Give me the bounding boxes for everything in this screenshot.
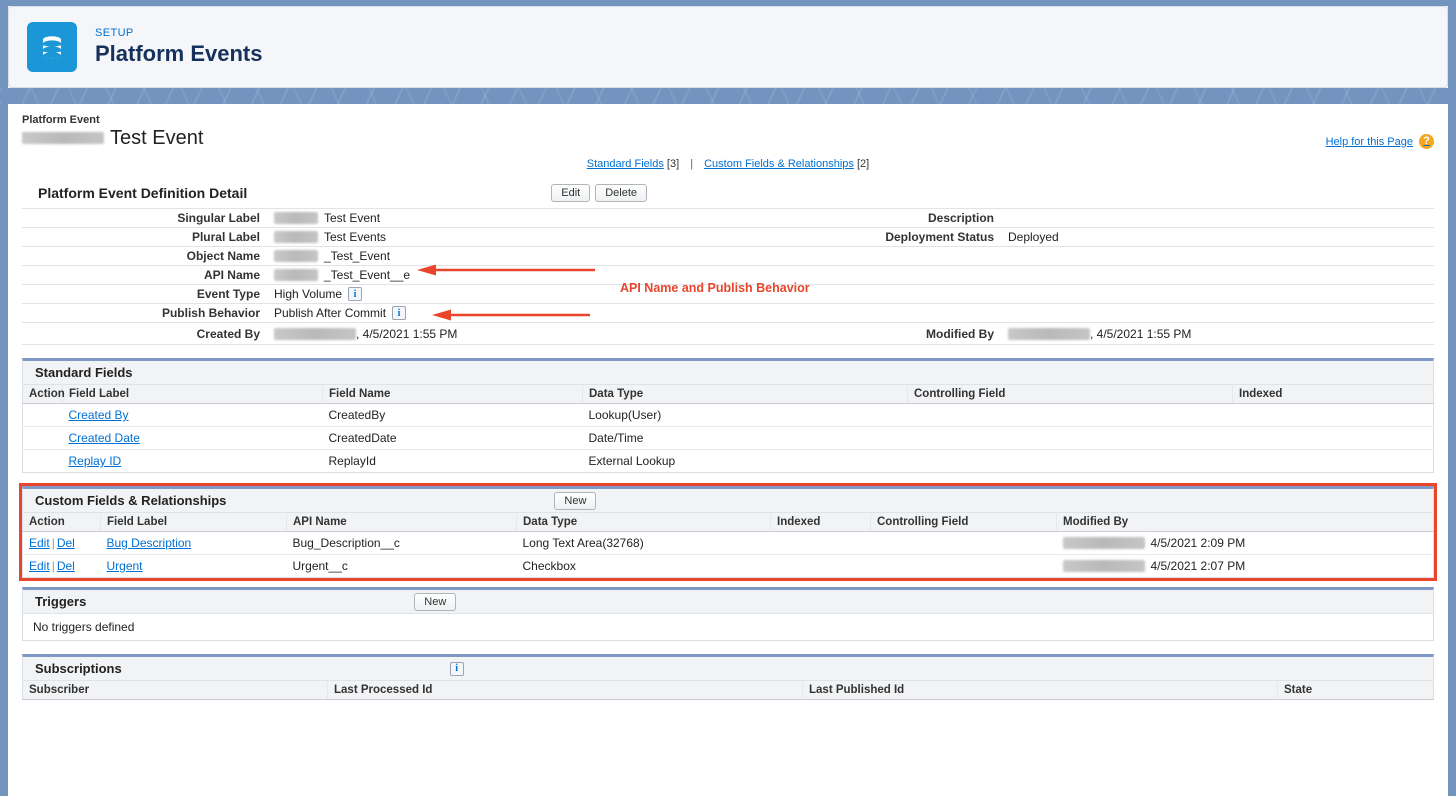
redacted-user xyxy=(1063,537,1145,549)
cell-field-label xyxy=(101,532,287,555)
detail-section-title: Platform Event Definition Detail xyxy=(38,185,248,201)
delete-link[interactable]: Del xyxy=(56,536,75,550)
field-value xyxy=(270,211,784,225)
subscriptions-section xyxy=(22,654,1434,700)
field-label-link[interactable]: Urgent xyxy=(106,559,143,573)
field-value-right: Deployed xyxy=(1008,230,1059,244)
field-label: Event Type xyxy=(196,287,260,301)
record-title xyxy=(22,127,1434,150)
column-header: Data Type xyxy=(517,513,771,532)
detail-section-header xyxy=(22,184,1434,202)
field-label: Singular Label xyxy=(177,211,260,225)
cell-controlling-field xyxy=(908,404,1233,427)
column-header: Action xyxy=(23,385,63,404)
info-icon[interactable]: i xyxy=(450,662,464,676)
column-header: API Name xyxy=(287,513,517,532)
table-header-row xyxy=(23,681,1434,700)
cell-api-name: Urgent__c xyxy=(292,559,348,573)
column-header: Field Label xyxy=(101,513,287,532)
field-value-text: , 4/5/2021 1:55 PM xyxy=(356,326,458,341)
field-label-right: Modified By xyxy=(926,326,994,341)
jump-link-custom-fields[interactable]: Custom Fields & Relationships xyxy=(704,158,854,170)
standard-fields-header xyxy=(22,358,1434,384)
cell-action xyxy=(23,427,63,450)
subscriptions-header xyxy=(22,654,1434,680)
redacted-user xyxy=(1063,560,1145,572)
redacted-value xyxy=(274,250,318,262)
field-label: Object Name xyxy=(186,249,260,263)
field-label-link[interactable]: Replay ID xyxy=(68,454,122,468)
field-label: Created By xyxy=(196,326,260,341)
subscriptions-table xyxy=(22,680,1434,700)
modified-by-wrap xyxy=(1063,559,1428,573)
field-value-text: _Test_Event xyxy=(324,249,391,263)
detail-row xyxy=(22,247,1434,266)
cell-indexed xyxy=(1233,427,1434,450)
database-icon xyxy=(27,22,77,72)
cell-indexed xyxy=(771,532,871,555)
column-header: Field Label xyxy=(63,385,323,404)
jump-links-separator: | xyxy=(690,158,694,170)
cell-indexed xyxy=(771,555,871,578)
cell-data-type: Long Text Area(32768) xyxy=(517,532,771,555)
field-value xyxy=(270,249,784,263)
table-row xyxy=(23,450,1434,473)
column-header: Data Type xyxy=(583,385,908,404)
cell-action: Edit | Del xyxy=(23,532,101,555)
cell-action: Edit | Del xyxy=(29,559,75,573)
detail-grid xyxy=(22,208,1434,345)
new-trigger-button[interactable]: New xyxy=(414,593,456,611)
custom-fields-table xyxy=(22,512,1434,578)
main-content xyxy=(8,104,1448,796)
field-label-right: Description xyxy=(927,211,994,225)
triggers-section xyxy=(22,587,1434,641)
table-row xyxy=(23,427,1434,450)
field-value-text: High Volume xyxy=(274,287,343,301)
delete-link[interactable]: Del xyxy=(56,559,75,573)
record-header xyxy=(22,114,1434,160)
detail-row xyxy=(22,323,1434,345)
column-header: Last Processed Id xyxy=(328,681,803,700)
column-header: Indexed xyxy=(1233,385,1434,404)
delete-button[interactable]: Delete xyxy=(595,184,647,202)
field-label: Plural Label xyxy=(191,230,260,244)
column-header: Action xyxy=(23,513,101,532)
triggers-header xyxy=(22,587,1434,613)
setup-header xyxy=(8,6,1448,88)
table-header-row xyxy=(23,513,1434,532)
new-custom-field-button[interactable]: New xyxy=(554,492,596,510)
field-value xyxy=(270,306,784,320)
cell-data-type: Checkbox xyxy=(522,559,576,573)
field-value xyxy=(270,230,784,244)
cell-indexed xyxy=(1233,404,1434,427)
detail-buttons xyxy=(551,184,647,202)
cell-controlling-field xyxy=(908,450,1233,473)
field-value xyxy=(270,268,784,282)
jump-link-custom-fields-count: [2] xyxy=(856,158,870,170)
custom-fields-header xyxy=(22,486,1434,512)
table-row xyxy=(23,555,1434,578)
question-mark-icon[interactable]: ? xyxy=(1419,134,1434,149)
cell-field-label xyxy=(101,555,287,578)
field-value-text: Test Events xyxy=(324,230,387,244)
field-value-text: Test Event xyxy=(324,211,381,225)
field-value-right-text: , 4/5/2021 1:55 PM xyxy=(1090,326,1192,341)
setup-titles xyxy=(95,27,263,67)
cell-data-type: Lookup(User) xyxy=(583,404,908,427)
custom-fields-section xyxy=(22,486,1434,578)
cell-field-label xyxy=(63,450,323,473)
cell-modified-by xyxy=(1057,555,1434,578)
column-header: State xyxy=(1278,681,1434,700)
triggers-empty-text: No triggers defined xyxy=(22,613,1434,641)
standard-fields-table xyxy=(22,384,1434,473)
jump-link-standard-fields[interactable]: Standard Fields xyxy=(586,158,664,170)
edit-link[interactable]: Edit xyxy=(29,536,50,550)
modified-by-timestamp: 4/5/2021 2:09 PM xyxy=(1150,536,1246,550)
background-rail-right xyxy=(1448,0,1456,796)
redacted-value xyxy=(1008,328,1090,340)
cell-controlling-field xyxy=(871,555,1057,578)
field-value-text: Publish After Commit xyxy=(274,306,387,320)
field-label: Publish Behavior xyxy=(161,306,260,320)
column-header: Subscriber xyxy=(23,681,328,700)
redacted-value xyxy=(274,231,318,243)
field-label-right: Deployment Status xyxy=(885,230,994,244)
cell-modified-by xyxy=(1057,532,1434,555)
table-row xyxy=(23,404,1434,427)
record-title-text: Test Event xyxy=(110,127,204,149)
triggers-title: Triggers xyxy=(35,594,87,609)
field-label-link[interactable]: Created By xyxy=(68,408,129,422)
cell-field-label xyxy=(63,404,323,427)
detail-row xyxy=(22,209,1434,228)
background-band xyxy=(0,88,1456,104)
edit-link[interactable]: Edit xyxy=(29,559,50,573)
cell-action xyxy=(23,450,63,473)
redacted-value xyxy=(274,269,318,281)
modified-by-wrap xyxy=(1063,536,1428,550)
field-value-right xyxy=(1004,327,1434,341)
subscriptions-title: Subscriptions xyxy=(35,661,122,676)
help-for-this-page-link[interactable] xyxy=(1326,134,1434,149)
field-label: API Name xyxy=(203,268,260,282)
record-type-label: Platform Event xyxy=(22,114,100,126)
standard-fields-title: Standard Fields xyxy=(35,365,133,380)
custom-fields-title: Custom Fields & Relationships xyxy=(35,493,227,508)
field-value xyxy=(270,327,784,341)
annotation-label: API Name and Publish Behavior xyxy=(620,281,810,295)
jump-link-standard-fields-count: [3] xyxy=(666,158,680,170)
column-header: Indexed xyxy=(771,513,871,532)
cell-api-name: Bug_Description__c xyxy=(287,532,517,555)
cell-controlling-field xyxy=(871,532,1057,555)
table-header-row xyxy=(23,385,1434,404)
standard-fields-section xyxy=(22,358,1434,473)
setup-eyebrow: SETUP xyxy=(95,27,134,39)
cell-field-name: CreatedDate xyxy=(323,427,583,450)
table-row xyxy=(23,532,1434,555)
cell-field-label xyxy=(63,427,323,450)
cell-field-name: ReplayId xyxy=(328,454,376,468)
cell-action xyxy=(23,404,63,427)
field-label-link[interactable]: Bug Description xyxy=(106,536,192,550)
column-header: Last Published Id xyxy=(803,681,1278,700)
edit-button[interactable]: Edit xyxy=(551,184,590,202)
cell-data-type: External Lookup xyxy=(588,454,676,468)
cell-field-name: CreatedBy xyxy=(323,404,583,427)
field-label-link[interactable]: Created Date xyxy=(68,431,140,445)
detail-row-publish-behavior xyxy=(22,304,1434,323)
redacted-prefix xyxy=(22,132,104,144)
redacted-value xyxy=(274,212,318,224)
column-header: Controlling Field xyxy=(908,385,1233,404)
page-title: Platform Events xyxy=(95,41,263,66)
redacted-value xyxy=(274,328,356,340)
info-icon[interactable]: i xyxy=(392,306,406,320)
cell-data-type: Date/Time xyxy=(583,427,908,450)
cell-controlling-field xyxy=(908,427,1233,450)
column-header: Field Name xyxy=(323,385,583,404)
cell-indexed xyxy=(1233,450,1434,473)
column-header: Controlling Field xyxy=(871,513,1057,532)
column-header: Modified By xyxy=(1057,513,1434,532)
background-rail-left xyxy=(0,0,8,796)
modified-by-timestamp: 4/5/2021 2:07 PM xyxy=(1150,559,1246,573)
info-icon[interactable]: i xyxy=(348,287,362,301)
help-link-label: Help for this Page xyxy=(1325,135,1413,148)
detail-row xyxy=(22,228,1434,247)
field-value-text: _Test_Event__e xyxy=(324,268,411,282)
